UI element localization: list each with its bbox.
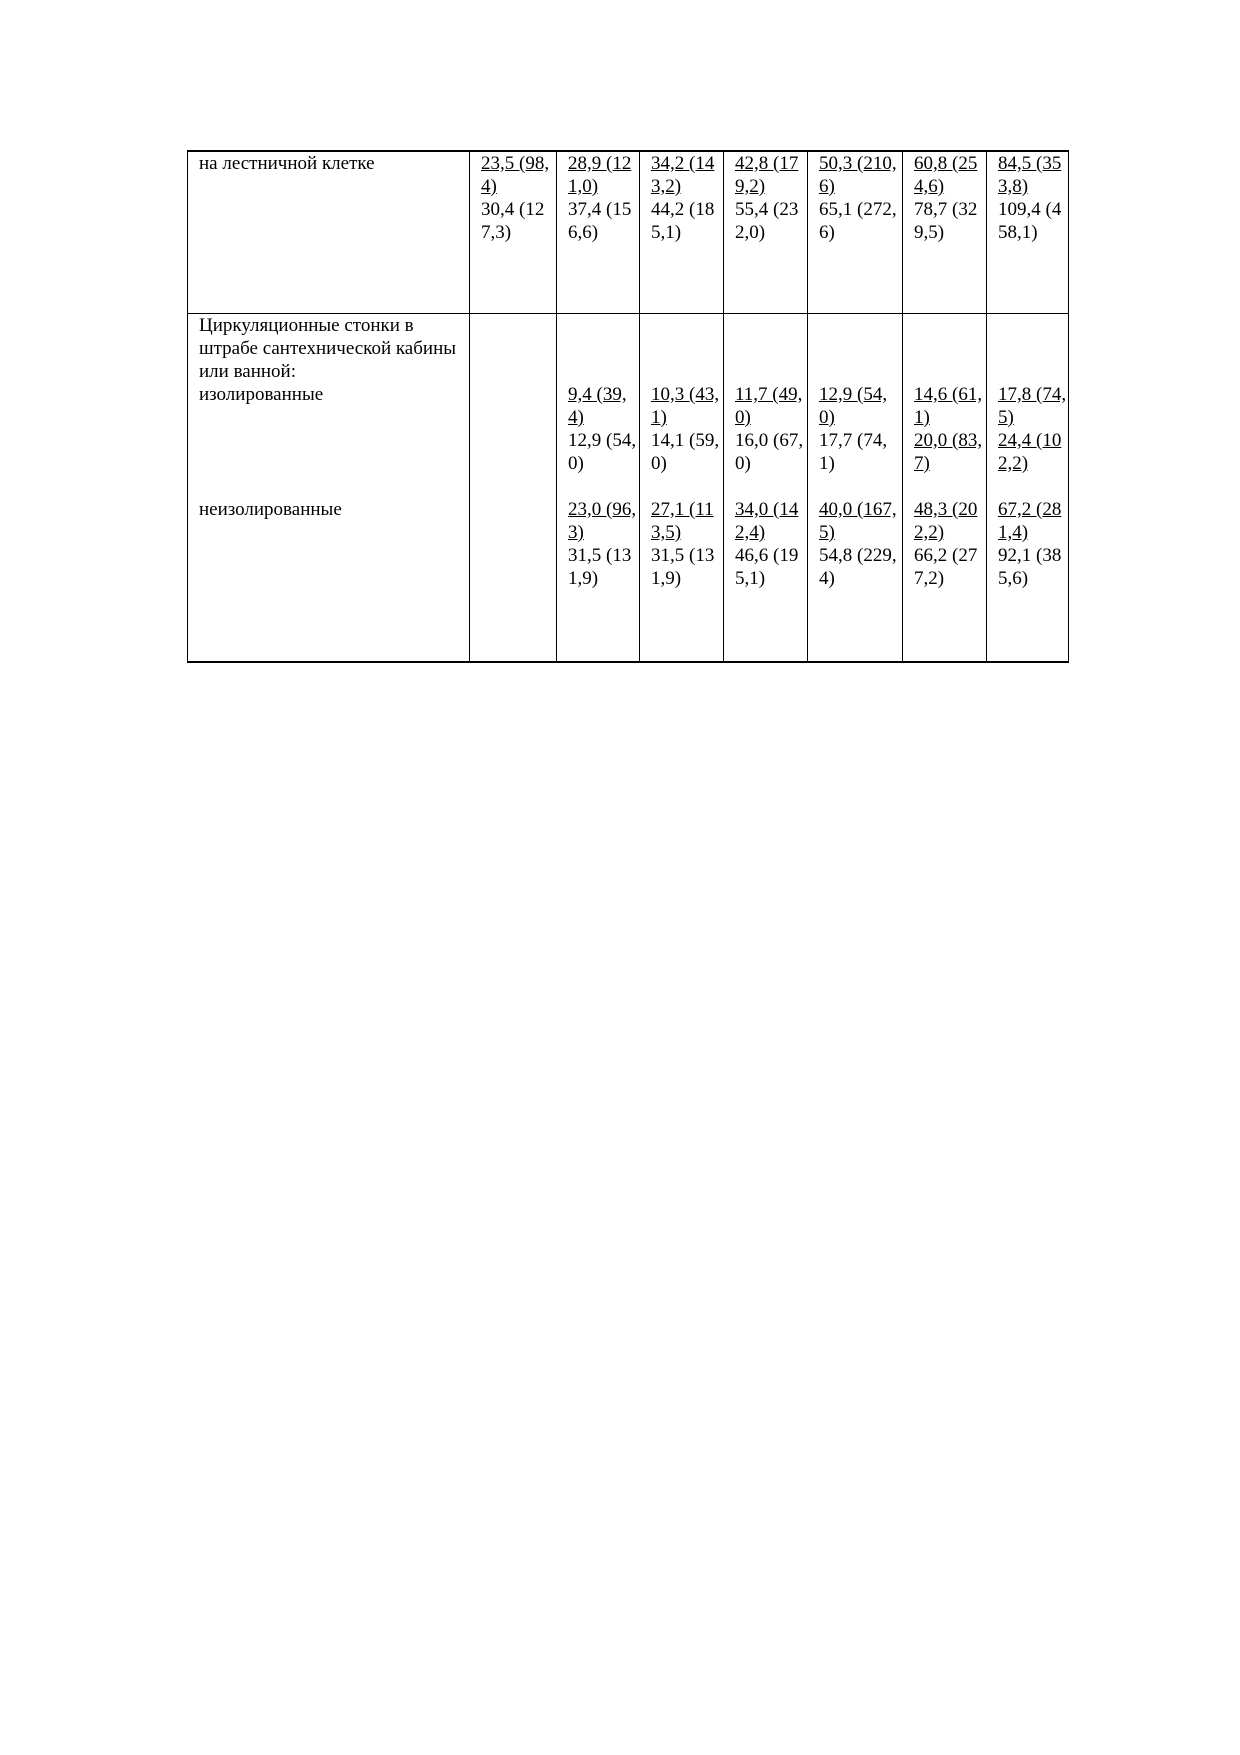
sub-label-uninsulated: неизолированные	[199, 499, 342, 520]
table-cell	[470, 314, 557, 663]
cell-spacer	[998, 314, 1068, 383]
cell-top-value: 28,9 (121,0)	[568, 153, 632, 197]
cell-top-value: 12,9 (54,0)	[819, 384, 888, 428]
cell-bottom-value: 12,9 (54,0)	[568, 430, 637, 474]
row-label	[188, 151, 470, 314]
cell-bottom-value: 20,0 (83,7)	[914, 430, 983, 474]
cell-bottom-value: 66,2 (277,2)	[914, 545, 978, 589]
table-cell	[724, 314, 808, 663]
cell-bottom-value: 24,4 (102,2)	[998, 430, 1062, 474]
cell-bottom-value: 31,5 (131,9)	[568, 545, 632, 589]
table-cell	[724, 151, 808, 314]
insulated-values	[735, 383, 807, 498]
table-cell	[903, 314, 987, 663]
cell-top-value: 11,7 (49,0)	[735, 384, 803, 428]
cell-bottom-value: 44,2 (185,1)	[651, 199, 715, 243]
table-cell	[987, 314, 1069, 663]
cell-spacer	[651, 314, 723, 383]
cell-bottom-value: 37,4 (156,6)	[568, 199, 632, 243]
cell-top-value: 60,8 (254,6)	[914, 153, 978, 197]
table-row	[188, 314, 1069, 663]
insulated-values	[568, 383, 639, 498]
cell-bottom-value: 30,4 (127,3)	[481, 199, 545, 243]
cell-spacer	[735, 314, 807, 383]
cell-top-value: 23,0 (96,3)	[568, 499, 637, 543]
cell-top-value: 50,3 (210,6)	[819, 153, 897, 197]
table-cell	[640, 314, 724, 663]
cell-top-value: 34,2 (143,2)	[651, 153, 715, 197]
cell-bottom-value: 92,1 (385,6)	[998, 545, 1062, 589]
cell-top-value: 84,5 (353,8)	[998, 153, 1062, 197]
cell-top-value: 17,8 (74,5)	[998, 384, 1067, 428]
cell-top-value: 10,3 (43,1)	[651, 384, 720, 428]
cell-bottom-value: 46,6 (195,1)	[735, 545, 799, 589]
cell-bottom-value: 65,1 (272,6)	[819, 199, 897, 243]
cell-spacer	[481, 314, 556, 383]
uninsulated-values	[568, 498, 639, 590]
cell-bottom-value: 31,5 (131,9)	[651, 545, 715, 589]
table-cell	[470, 151, 557, 314]
cell-bottom-value: 14,1 (59,0)	[651, 430, 720, 474]
cell-top-value: 9,4 (39,4)	[568, 384, 627, 428]
table-cell	[808, 151, 903, 314]
uninsulated-values	[819, 498, 902, 590]
heat-loss-table	[187, 150, 1069, 663]
cell-top-value: 27,1 (113,5)	[651, 499, 714, 543]
cell-bottom-value: 55,4 (232,0)	[735, 199, 799, 243]
cell-bottom-value: 109,4 (458,1)	[998, 199, 1062, 243]
cell-spacer	[819, 314, 902, 383]
label-spacer	[199, 406, 469, 498]
insulated-values	[819, 383, 902, 498]
cell-top-value: 23,5 (98,4)	[481, 153, 550, 197]
insulated-values	[651, 383, 723, 498]
cell-top-value: 67,2 (281,4)	[998, 499, 1062, 543]
cell-spacer	[568, 314, 639, 383]
cell-bottom-value: 16,0 (67,0)	[735, 430, 804, 474]
table-cell	[987, 151, 1069, 314]
table-cell	[903, 151, 987, 314]
sub-label-insulated: изолированные	[199, 384, 324, 405]
table-cell	[557, 151, 640, 314]
cell-top-value: 14,6 (61,1)	[914, 384, 983, 428]
row-heading-text: Циркуляционные стонки в штрабе сантехнической кабины или ванной:	[199, 315, 457, 382]
cell-bottom-value: 54,8 (229,4)	[819, 545, 897, 589]
cell-bottom-value: 17,7 (74,1)	[819, 430, 888, 474]
table-cell	[808, 314, 903, 663]
row-label-text: на лестничной клетке	[199, 153, 375, 174]
table-cell	[557, 314, 640, 663]
insulated-values	[914, 383, 986, 498]
uninsulated-values	[735, 498, 807, 590]
uninsulated-values	[651, 498, 723, 590]
insulated-values	[998, 383, 1068, 498]
uninsulated-values	[914, 498, 986, 590]
cell-top-value: 48,3 (202,2)	[914, 499, 978, 543]
cell-top-value: 40,0 (167,5)	[819, 499, 897, 543]
cell-spacer	[914, 314, 986, 383]
table-cell	[640, 151, 724, 314]
cell-top-value: 34,0 (142,4)	[735, 499, 799, 543]
table-row	[188, 151, 1069, 314]
row-label	[188, 314, 470, 663]
cell-bottom-value: 78,7 (329,5)	[914, 199, 978, 243]
cell-top-value: 42,8 (179,2)	[735, 153, 799, 197]
uninsulated-values	[998, 498, 1068, 590]
